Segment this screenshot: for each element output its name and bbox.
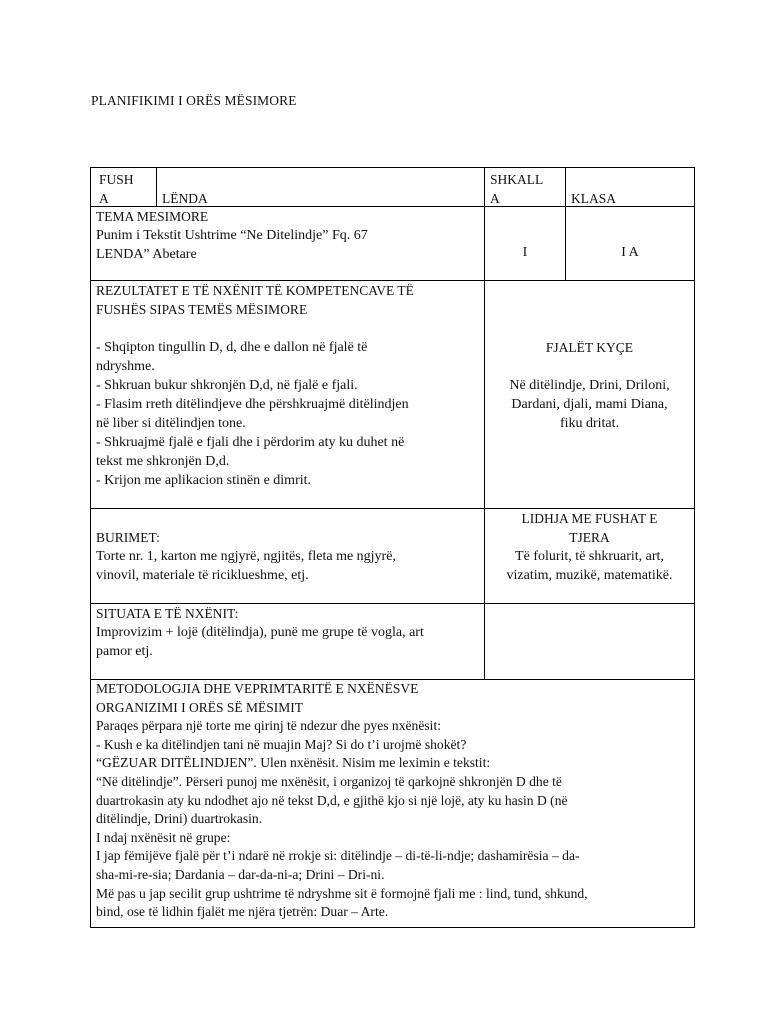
rezultatet-item: - Krijon me aplikacion stinën e dimrit.	[96, 473, 312, 488]
burimet-cell	[90, 508, 485, 604]
metodologjia-line: sha-mi-re-sia; Dardania – dar-da-ni-a; Drini – Dri-ni.	[96, 866, 385, 882]
rezultatet-item: tekst me shkronjën D,d.	[96, 454, 230, 469]
tema-line-1: Punim i Tekstit Ushtrime “Ne Ditelindje” Fq. 67	[96, 228, 368, 243]
burimet-line: vinovil, materiale të riciklueshme, etj.	[96, 568, 309, 583]
fjalet-kyce-heading: FJALËT KYÇE	[545, 340, 634, 355]
header-lenda-cell	[156, 167, 485, 207]
rezultatet-item: - Shkruan bukur shkronjën D,d, në fjalë e fjali.	[96, 378, 358, 393]
rezultatet-cell	[90, 280, 485, 509]
metodologjia-line: I jap fëmijëve fjalë për t’i ndarë në rrokje si: ditëlindje – di-të-li-ndje; dashamirësia – da-	[96, 848, 580, 864]
situata-line: Improvizim + lojë (ditëlindja), punë me grupe të vogla, art	[96, 625, 424, 640]
metodologjia-line: ditëlindje, Drini) duartrokasin.	[96, 811, 263, 827]
header-fusha-line2: A	[99, 191, 109, 206]
lidhja-line: vizatim, muzikë, matematikë.	[506, 568, 673, 583]
fjalet-kyce-cell	[484, 280, 695, 509]
header-fusha-cell	[90, 167, 157, 207]
metodologjia-line: duartrokasin aty ku ndodhet ajo në tekst D,d, e gjithë kjo si një lojë, aty ku hasin D (në	[96, 792, 568, 808]
metodologjia-heading-1: METODOLOGJIA DHE VEPRIMTARITË E NXËNËSVE	[96, 681, 419, 696]
tema-shkalla-value: I	[522, 245, 528, 260]
rezultatet-item: - Shkruajmë fjalë e fjali dhe i përdorim aty ku duhet në	[96, 435, 405, 450]
fjalet-kyce-line: Në ditëlindje, Drini, Driloni,	[509, 378, 670, 393]
metodologjia-line: - Kush e ka ditëlindjen tani në muajin Maj? Si do t’i urojmë shokët?	[96, 736, 467, 752]
situata-cell	[90, 603, 485, 680]
rezultatet-item: në liber si ditëlindjen tone.	[96, 416, 246, 431]
metodologjia-line: “GËZUAR DITËLINDJEN”. Ulen nxënësit. Nisim me leximin e tekstit:	[96, 755, 491, 771]
tema-line-2: LENDA” Abetare	[96, 247, 197, 262]
header-shkalla-line2: A	[490, 191, 500, 206]
lidhja-heading-1: LIDHJA ME FUSHAT E	[521, 511, 658, 526]
metodologjia-line: bind, ose të lidhin fjalët me njëra tjetrën: Duar – Arte.	[96, 904, 389, 920]
fjalet-kyce-line: fiku dritat.	[559, 416, 620, 431]
tema-cell	[90, 206, 485, 281]
lidhja-heading-2: TJERA	[569, 530, 610, 545]
tema-shkalla-cell	[484, 206, 566, 281]
metodologjia-line: Paraqes përpara një torte me qirinj të ndezur dhe pyes nxënësit:	[96, 718, 442, 734]
header-klasa-label: KLASA	[571, 191, 617, 206]
lidhja-cell	[484, 508, 695, 604]
tema-klasa-value: I A	[621, 245, 639, 260]
metodologjia-cell	[90, 679, 695, 928]
header-shkalla-cell	[484, 167, 566, 207]
metodologjia-line: “Në ditëlindje”. Përseri punoj me nxënësit, i organizoj të qarkojnë shkronjën D dhe të	[96, 773, 562, 789]
header-shkalla-line1: SHKALL	[490, 172, 544, 187]
lidhja-line: Të folurit, të shkruarit, art,	[515, 549, 664, 564]
situata-empty-cell	[484, 603, 695, 680]
rezultatet-heading-2: FUSHËS SIPAS TEMËS MËSIMORE	[96, 302, 308, 317]
burimet-line: Torte nr. 1, karton me ngjyrë, ngjitës, fleta me ngjyrë,	[96, 549, 396, 564]
header-klasa-cell	[565, 167, 695, 207]
header-fusha-line1: FUSH	[99, 172, 134, 187]
situata-line: pamor etj.	[96, 644, 153, 659]
rezultatet-item: - Flasim rreth ditëlindjeve dhe përshkruajmë ditëlindjen	[96, 397, 409, 412]
rezultatet-item: - Shqipton tingullin D, d, dhe e dallon në fjalë të	[96, 340, 368, 355]
fjalet-kyce-line: Dardani, djali, mami Diana,	[511, 397, 668, 412]
document-title: PLANIFIKIMI I ORËS MËSIMORE	[91, 93, 297, 108]
metodologjia-line: Më pas u jap secilit grup ushtrime të ndryshme sit ë formojnë fjali me : lind, tund, shkund,	[96, 885, 588, 901]
burimet-heading: BURIMET:	[96, 530, 160, 545]
situata-heading: SITUATA E TË NXËNIT:	[96, 606, 239, 621]
rezultatet-item: ndryshme.	[96, 359, 155, 374]
tema-klasa-cell	[565, 206, 695, 281]
metodologjia-heading-2: ORGANIZIMI I ORËS SË MËSIMIT	[96, 699, 303, 715]
metodologjia-line: I ndaj nxënësit në grupe:	[96, 829, 231, 845]
tema-label: TEMA MESIMORE	[96, 209, 209, 224]
rezultatet-heading-1: REZULTATET E TË NXËNIT TË KOMPETENCAVE TË	[96, 283, 414, 298]
header-lenda-label: LËNDA	[162, 191, 208, 206]
